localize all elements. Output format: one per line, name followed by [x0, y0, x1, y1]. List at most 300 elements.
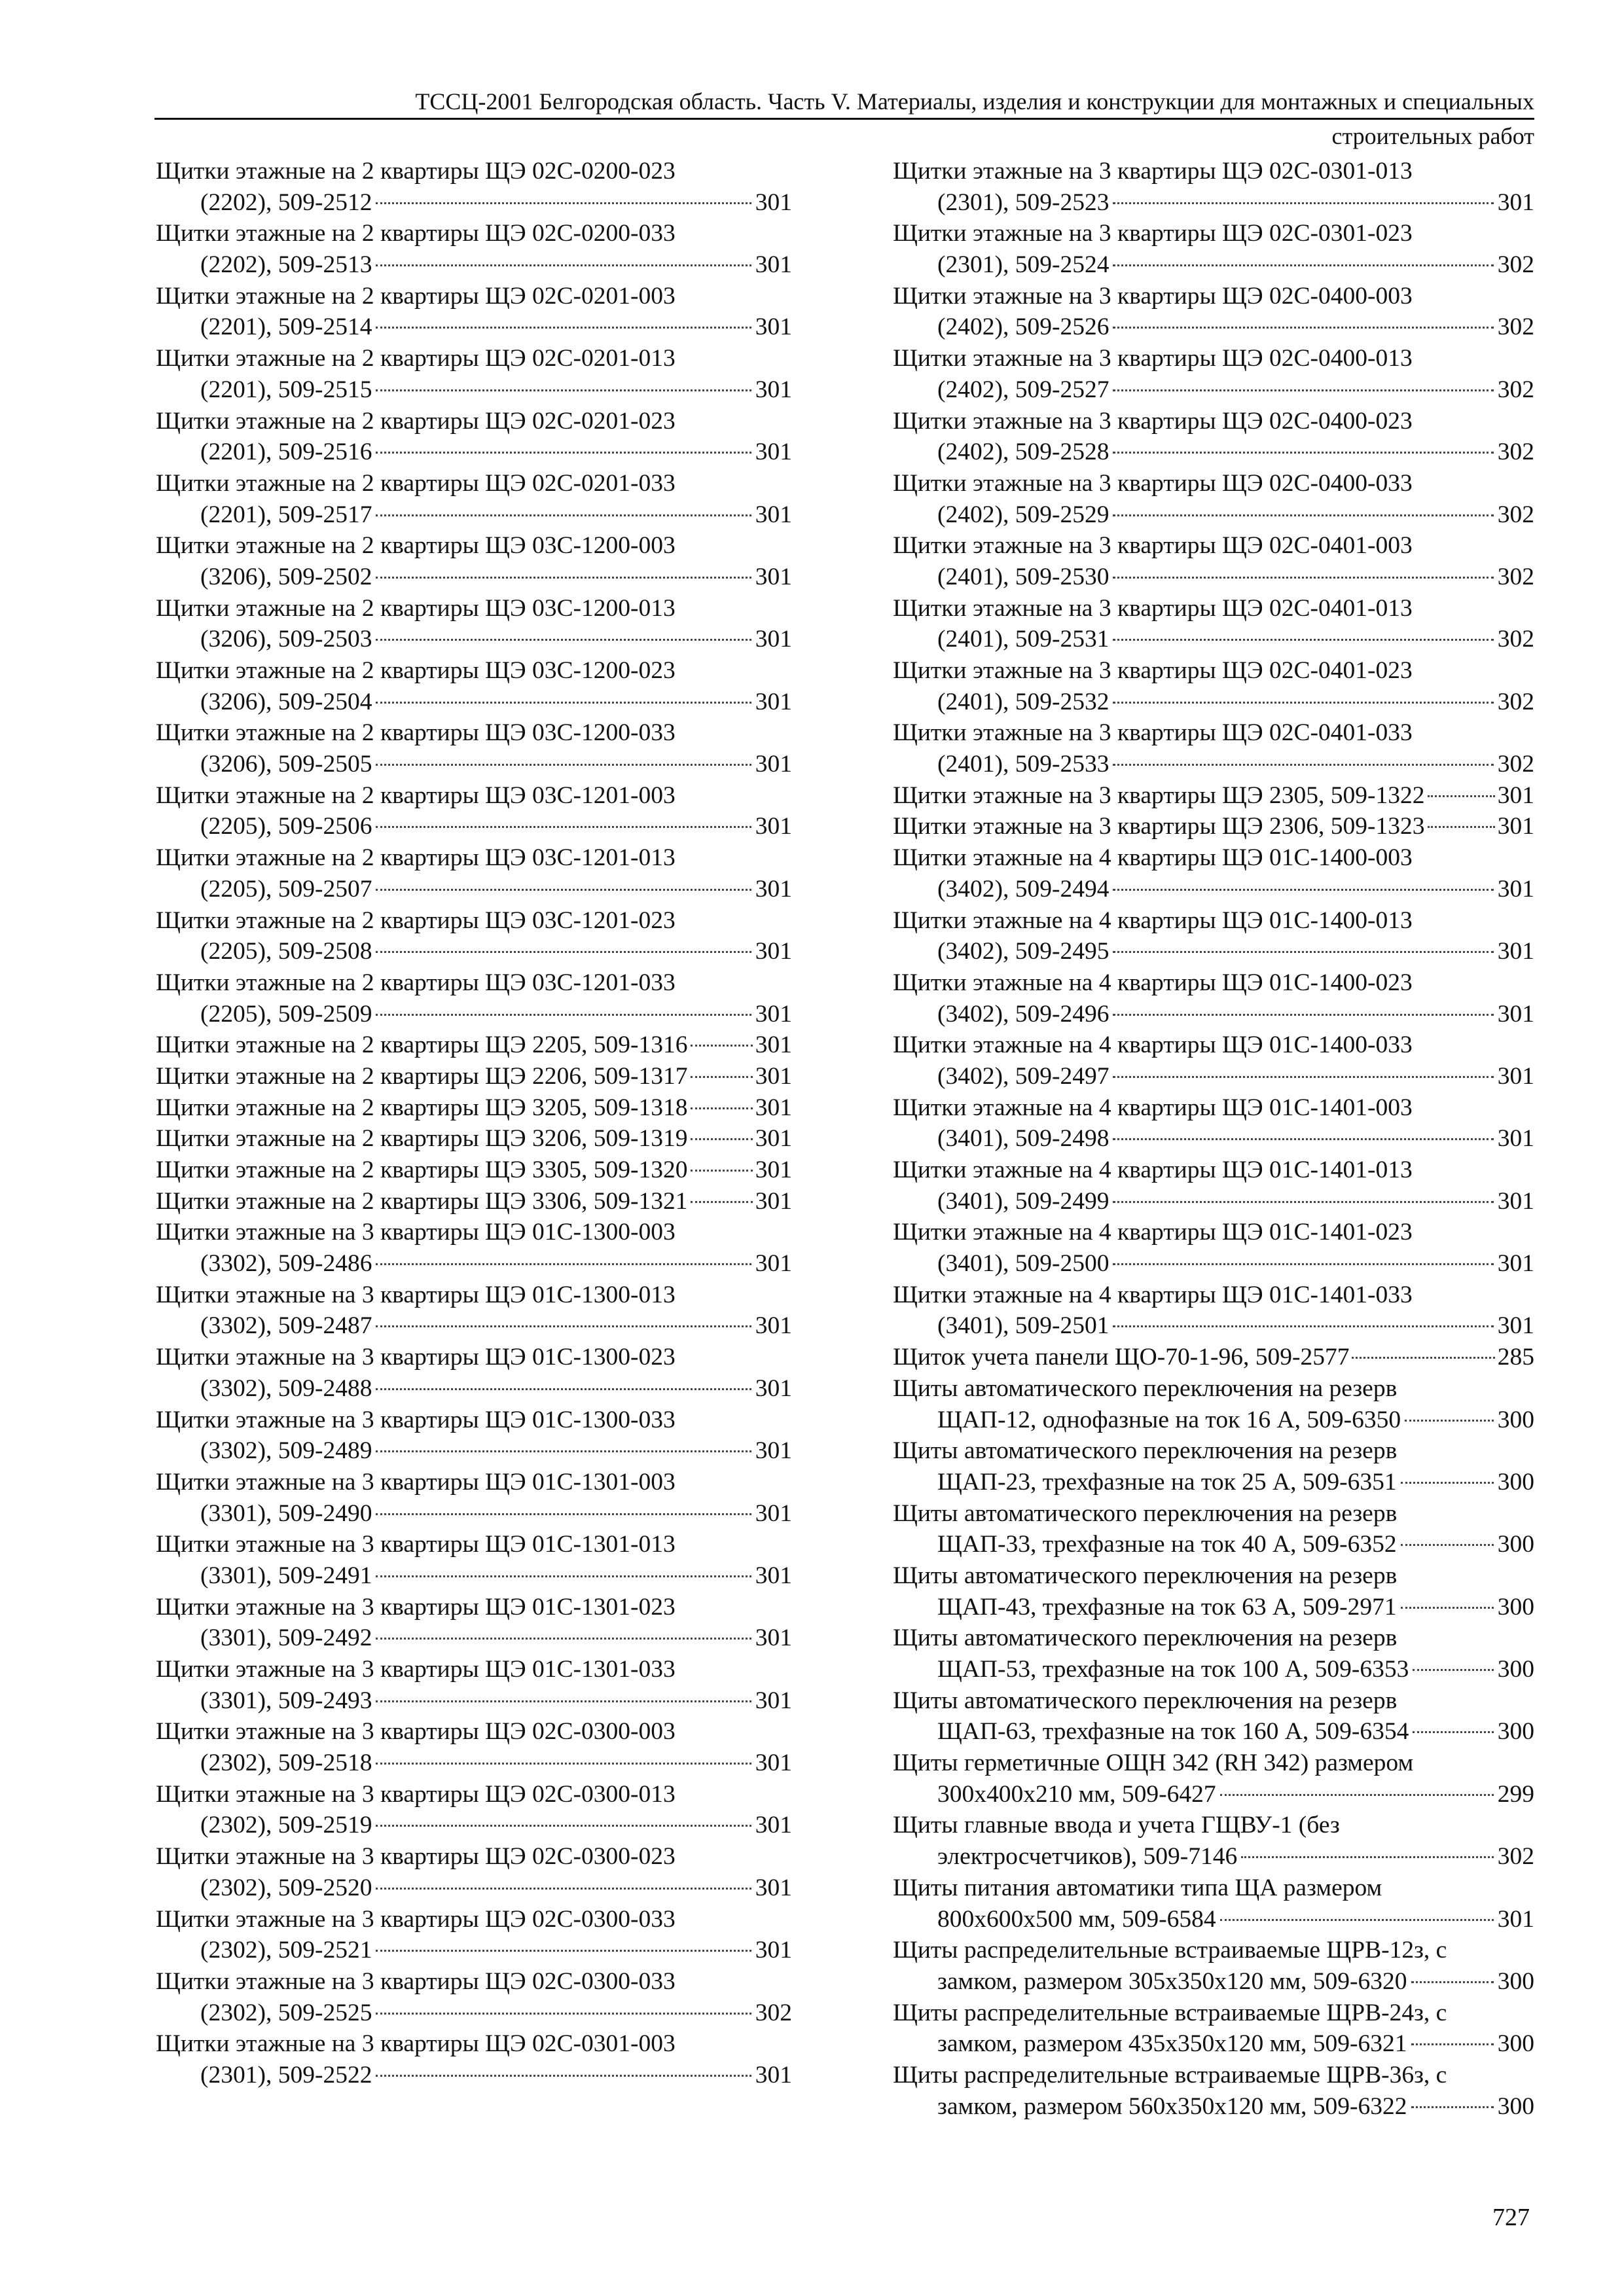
- index-entry: [156, 1654, 792, 1716]
- entry-detail: ЩАП-53, трехфазные на ток 100 А, 509-6353: [937, 1656, 1409, 1683]
- entry-title: Щиты распределительные встраиваемые ЩРВ-12з, с: [893, 1937, 1447, 1964]
- entry-detail-line: [893, 2028, 1534, 2060]
- entry-page-ref: 301: [755, 563, 792, 590]
- entry-title: Щитки этажные на 3 квартиры ЩЭ 01С-1300-013: [156, 1281, 676, 1308]
- entry-page-ref: 301: [755, 1062, 792, 1090]
- index-entry: [893, 2060, 1534, 2122]
- entry-title-line: [156, 1030, 792, 1061]
- dot-leader: [691, 1107, 753, 1109]
- entry-page-ref: 301: [755, 501, 792, 528]
- dot-leader: [1113, 1138, 1493, 1140]
- entry-detail: (3402), 509-2496: [937, 1000, 1110, 1028]
- index-entry: [893, 1685, 1534, 1748]
- entry-title: Щитки этажные на 3 квартиры ЩЭ 02С-0400-033: [893, 469, 1413, 497]
- entry-title: Щитки этажные на 3 квартиры ЩЭ 01С-1301-013: [156, 1531, 676, 1558]
- entry-detail-line: [893, 2091, 1534, 2123]
- entry-page-ref: 285: [1497, 1344, 1534, 1371]
- entry-detail-line: [156, 374, 792, 406]
- index-entry: [156, 1155, 792, 1186]
- dot-leader: [691, 1076, 753, 1078]
- entry-detail-line: [893, 312, 1534, 343]
- entry-detail: (3401), 509-2498: [937, 1125, 1110, 1153]
- entry-detail-line: [893, 249, 1534, 281]
- entry-title: Щитки этажные на 2 квартиры ЩЭ 3205, 509-1318: [156, 1094, 688, 1121]
- entry-title-line: [156, 1123, 792, 1155]
- dot-leader: [376, 1263, 751, 1265]
- index-entry: [893, 1498, 1534, 1560]
- entry-title: Щитки этажные на 3 квартиры ЩЭ 01С-1301-003: [156, 1468, 676, 1496]
- entry-detail: (2401), 509-2531: [937, 626, 1110, 653]
- entry-page-ref: 301: [755, 1000, 792, 1028]
- dot-leader: [1113, 264, 1493, 266]
- entry-title: Щитки этажные на 3 квартиры ЩЭ 02С-0300-033: [156, 1905, 676, 1933]
- dot-leader: [691, 1138, 753, 1140]
- index-entry: [156, 281, 792, 343]
- entry-page-ref: 301: [755, 439, 792, 466]
- entry-page-ref: 301: [755, 1437, 792, 1465]
- index-entry: [156, 593, 792, 655]
- entry-detail-line: [893, 562, 1534, 593]
- index-entry: [893, 1560, 1534, 1623]
- dot-leader: [376, 639, 751, 641]
- entry-title: Щиты автоматического переключения на резерв: [893, 1374, 1398, 1402]
- entry-page-ref: 300: [1497, 1967, 1534, 1995]
- entry-title: Щитки этажные на 3 квартиры ЩЭ 02С-0300-023: [156, 1843, 676, 1871]
- entry-detail: (2205), 509-2507: [200, 875, 372, 903]
- entry-detail: замком, размером 560х350х120 мм, 509-6322: [937, 2092, 1407, 2120]
- entry-detail-line: [156, 1435, 792, 1467]
- entry-page-ref: 301: [755, 1187, 792, 1215]
- entry-title: Щитки этажные на 2 квартиры ЩЭ 02С-0201-033: [156, 469, 676, 497]
- entry-title: Щитки этажные на 3 квартиры ЩЭ 02С-0300-033: [156, 1967, 676, 1995]
- entry-title: Щиты автоматического переключения на резерв: [893, 1687, 1398, 1714]
- dot-leader: [1413, 1669, 1493, 1671]
- entry-page-ref: 302: [1497, 1843, 1534, 1871]
- entry-detail: (2302), 509-2525: [200, 1999, 372, 2026]
- entry-detail: (2202), 509-2513: [200, 251, 372, 279]
- entry-page-ref: 301: [1497, 1312, 1534, 1340]
- entry-title: Щитки этажные на 3 квартиры ЩЭ 01С-1301-033: [156, 1656, 676, 1683]
- index-entry: [156, 1592, 792, 1654]
- entry-title: Щитки этажные на 2 квартиры ЩЭ 02С-0201-023: [156, 407, 676, 435]
- index-entry: [893, 1030, 1534, 1092]
- entry-title: Щитки этажные на 3 квартиры ЩЭ 02С-0301-003: [156, 2030, 676, 2058]
- index-entry: [156, 1405, 792, 1467]
- entry-page-ref: 301: [755, 2061, 792, 2089]
- dot-leader: [691, 1201, 753, 1203]
- entry-page-ref: 301: [755, 1125, 792, 1153]
- entry-detail-line: [893, 1904, 1534, 1935]
- dot-leader: [1113, 764, 1493, 766]
- index-entry: [156, 1061, 792, 1092]
- entry-detail-line: [156, 999, 792, 1030]
- index-entry: [893, 343, 1534, 405]
- dot-leader: [376, 1388, 751, 1390]
- entry-title: Щиты питания автоматики типа ЩА размером: [893, 1874, 1382, 1901]
- entry-title: Щитки этажные на 4 квартиры ЩЭ 01С-1401-023: [893, 1219, 1413, 1246]
- entry-title: Щитки этажные на 2 квартиры ЩЭ 3305, 509-1320: [156, 1157, 688, 1183]
- entry-detail: (3401), 509-2501: [937, 1312, 1110, 1340]
- index-entry: [156, 530, 792, 592]
- entry-page-ref: 301: [755, 376, 792, 403]
- entry-title: Щитки этажные на 2 квартиры ЩЭ 02С-0200-033: [156, 220, 676, 247]
- entry-detail: 800х600х500 мм, 509-6584: [937, 1905, 1216, 1933]
- dot-leader: [1411, 2043, 1494, 2045]
- entry-detail: ЩАП-33, трехфазные на ток 40 А, 509-6352: [937, 1531, 1397, 1558]
- index-entry: [893, 717, 1534, 780]
- index-entry: [156, 842, 792, 905]
- entry-detail-line: [156, 1810, 792, 1841]
- entry-title: Щитки этажные на 3 квартиры ЩЭ 02С-0401-033: [893, 719, 1413, 747]
- entry-title: Щитки этажные на 2 квартиры ЩЭ 03С-1201-003: [156, 781, 676, 809]
- entry-page-ref: 302: [1497, 751, 1534, 778]
- entry-title: Щиток учета панели ЩО-70-1-96, 509-2577: [893, 1344, 1350, 1371]
- entry-detail-line: [156, 1498, 792, 1530]
- entry-page-ref: 300: [1497, 1468, 1534, 1496]
- entry-detail-line: [156, 936, 792, 967]
- entry-detail-line: [156, 1623, 792, 1654]
- dot-leader: [1413, 1731, 1493, 1733]
- entry-page-ref: 301: [1497, 938, 1534, 965]
- entry-title: Щитки этажные на 3 квартиры ЩЭ 01С-1301-023: [156, 1593, 676, 1621]
- entry-title: Щитки этажные на 3 квартиры ЩЭ 01С-1300-023: [156, 1344, 676, 1371]
- dot-leader: [1411, 2106, 1494, 2108]
- entry-page-ref: 301: [1497, 1250, 1534, 1278]
- dot-leader: [1401, 1482, 1494, 1484]
- entry-detail-line: [893, 1061, 1534, 1092]
- entry-page-ref: 302: [1497, 626, 1534, 653]
- entry-detail: (2201), 509-2515: [200, 376, 372, 403]
- entry-title: Щитки этажные на 2 квартиры ЩЭ 03С-1200-003: [156, 532, 676, 560]
- dot-leader: [376, 2075, 751, 2077]
- entry-detail-line: [156, 1248, 792, 1280]
- entry-detail: (3402), 509-2494: [937, 875, 1110, 903]
- header-title-line1: ТССЦ-2001 Белгородская область. Часть V. Материалы, изделия и конструкции для монтажных и специальных: [154, 86, 1534, 120]
- entry-detail: (2301), 509-2523: [937, 188, 1110, 216]
- entry-page-ref: 301: [755, 1874, 792, 1901]
- entry-page-ref: 301: [755, 1031, 792, 1059]
- index-entry: [156, 905, 792, 967]
- entry-detail-line: [156, 249, 792, 281]
- entry-title: Щитки этажные на 3 квартиры ЩЭ 01С-1300-003: [156, 1219, 676, 1246]
- entry-detail: (2201), 509-2517: [200, 501, 372, 528]
- index-entry: [893, 842, 1534, 905]
- entry-page-ref: 300: [1497, 1531, 1534, 1558]
- index-entry: [893, 1935, 1534, 1997]
- index-entry: [156, 1966, 792, 2028]
- entry-detail: замком, размером 435х350х120 мм, 509-6321: [937, 2030, 1407, 2058]
- dot-leader: [1113, 1014, 1493, 1016]
- entry-title: Щиты автоматического переключения на резерв: [893, 1499, 1398, 1527]
- entry-detail-line: [893, 1592, 1534, 1623]
- entry-page-ref: 301: [755, 1624, 792, 1652]
- dot-leader: [376, 1575, 751, 1577]
- dot-leader: [1428, 795, 1495, 797]
- index-entry: [893, 1810, 1534, 1872]
- index-entry: [156, 1342, 792, 1404]
- entry-title: Щитки этажные на 3 квартиры ЩЭ 02С-0401-023: [893, 657, 1413, 684]
- index-entry: [156, 1841, 792, 1903]
- dot-leader: [691, 1045, 753, 1047]
- entry-detail: (2201), 509-2516: [200, 439, 372, 466]
- entry-detail-line: [893, 999, 1534, 1030]
- entry-detail-line: [156, 437, 792, 468]
- dot-leader: [376, 389, 751, 391]
- dot-leader: [1411, 1981, 1494, 1983]
- entry-detail: (2205), 509-2506: [200, 813, 372, 840]
- index-entry: [156, 655, 792, 717]
- entry-title: Щитки этажные на 4 квартиры ЩЭ 01С-1400-013: [893, 906, 1413, 934]
- entry-page-ref: 301: [755, 751, 792, 778]
- entry-detail: (3401), 509-2500: [937, 1250, 1110, 1278]
- entry-page-ref: 302: [1497, 501, 1534, 528]
- dot-leader: [1113, 951, 1493, 953]
- index-entry: [156, 1467, 792, 1529]
- index-entry: [893, 1373, 1534, 1435]
- entry-detail-line: [156, 562, 792, 593]
- dot-leader: [376, 327, 751, 329]
- index-entry: [893, 1623, 1534, 1685]
- index-entry: [156, 1123, 792, 1155]
- index-entry: [156, 218, 792, 280]
- index-entry: [156, 1280, 792, 1342]
- dot-leader: [376, 1763, 751, 1765]
- entry-page-ref: 300: [1497, 1593, 1534, 1621]
- index-entry: [893, 1155, 1534, 1217]
- dot-leader: [1241, 1856, 1494, 1858]
- index-entry: [893, 655, 1534, 717]
- entry-title: Щитки этажные на 4 квартиры ЩЭ 01С-1401-003: [893, 1094, 1413, 1121]
- entry-detail: ЩАП-23, трехфазные на ток 25 А, 509-6351: [937, 1468, 1397, 1496]
- entry-detail-line: [893, 1123, 1534, 1155]
- index-entry: [156, 2028, 792, 2090]
- index-entry: [156, 1904, 792, 1966]
- index-entry: [893, 905, 1534, 967]
- entry-page-ref: 301: [1497, 1187, 1534, 1215]
- index-entry: [156, 468, 792, 530]
- entry-title: Щитки этажные на 2 квартиры ЩЭ 02С-0201-013: [156, 345, 676, 372]
- index-entry: [893, 281, 1534, 343]
- entry-page-ref: 299: [1497, 1780, 1534, 1808]
- entry-title: Щитки этажные на 2 квартиры ЩЭ 03С-1200-013: [156, 594, 676, 622]
- entry-detail: (3302), 509-2486: [200, 1250, 372, 1278]
- entry-title-line: [156, 1186, 792, 1217]
- entry-detail: (2402), 509-2528: [937, 439, 1110, 466]
- entry-title: Щитки этажные на 3 квартиры ЩЭ 02С-0300-013: [156, 1780, 676, 1808]
- dot-leader: [1401, 1544, 1494, 1546]
- entry-page-ref: 301: [755, 1562, 792, 1589]
- index-entry: [893, 406, 1534, 468]
- entry-page-ref: 302: [1497, 314, 1534, 341]
- entry-detail: (2302), 509-2519: [200, 1812, 372, 1839]
- entry-page-ref: 301: [1497, 188, 1534, 216]
- index-entry: [893, 156, 1534, 218]
- entry-title: Щитки этажные на 2 квартиры ЩЭ 03С-1201-033: [156, 969, 676, 996]
- entry-title: Щитки этажные на 2 квартиры ЩЭ 2206, 509-1317: [156, 1062, 688, 1090]
- entry-detail: (3302), 509-2487: [200, 1312, 372, 1340]
- index-entry: [156, 1217, 792, 1279]
- dot-leader: [376, 1450, 751, 1452]
- entry-detail-line: [893, 437, 1534, 468]
- dot-leader: [376, 1888, 751, 1890]
- index-entry: [893, 218, 1534, 280]
- entry-page-ref: 301: [1497, 1062, 1534, 1090]
- entry-detail-line: [893, 874, 1534, 905]
- entry-detail: ЩАП-43, трехфазные на ток 63 А, 509-2971: [937, 1593, 1397, 1621]
- dot-leader: [376, 264, 751, 266]
- entry-title-line: [156, 1061, 792, 1092]
- entry-detail-line: [893, 687, 1534, 718]
- entry-title: Щитки этажные на 3 квартиры ЩЭ 02С-0400-013: [893, 345, 1413, 372]
- entry-page-ref: 301: [1497, 1905, 1534, 1933]
- entry-title: Щиты герметичные ОЩН 342 (RH 342) размером: [893, 1749, 1414, 1777]
- index-entry: [893, 780, 1534, 812]
- dot-leader: [1113, 389, 1493, 391]
- entry-detail: (2402), 509-2529: [937, 501, 1110, 528]
- entry-detail: ЩАП-63, трехфазные на ток 160 А, 509-6354: [937, 1718, 1409, 1746]
- entry-page-ref: 301: [1497, 1125, 1534, 1153]
- index-entry: [156, 1092, 792, 1124]
- index-entry: [893, 1435, 1534, 1498]
- entry-page-ref: 302: [1497, 439, 1534, 466]
- dot-leader: [1113, 889, 1493, 891]
- entry-detail: электросчетчиков), 509-7146: [937, 1843, 1238, 1871]
- index-entry: [893, 1342, 1534, 1373]
- entry-detail-line: [893, 1966, 1534, 1998]
- header-title-line2: строительных работ: [1331, 123, 1534, 149]
- dot-leader: [376, 1700, 751, 1702]
- index-entry: [156, 343, 792, 405]
- entry-detail: (3302), 509-2488: [200, 1374, 372, 1402]
- entry-page-ref: 300: [1497, 1406, 1534, 1433]
- entry-page-ref: 302: [1497, 563, 1534, 590]
- entry-title: Щиты автоматического переключения на резерв: [893, 1437, 1398, 1465]
- entry-detail-line: [893, 1841, 1534, 1873]
- entry-title-line: [893, 1342, 1534, 1373]
- entry-detail-line: [156, 1998, 792, 2029]
- dot-leader: [376, 452, 751, 454]
- entry-title-line: [893, 780, 1534, 812]
- entry-title: Щитки этажные на 3 квартиры ЩЭ 02С-0400-023: [893, 407, 1413, 435]
- entry-detail: (2302), 509-2520: [200, 1874, 372, 1901]
- dot-leader: [1113, 452, 1493, 454]
- entry-detail-line: [893, 1529, 1534, 1560]
- entry-detail-line: [893, 936, 1534, 967]
- page-number: 727: [1492, 2204, 1530, 2231]
- dot-leader: [1428, 826, 1495, 828]
- dot-leader: [376, 1014, 751, 1016]
- index-entry: [893, 1998, 1534, 2060]
- entry-detail-line: [156, 749, 792, 780]
- entry-page-ref: 301: [755, 1094, 792, 1121]
- entry-detail: ЩАП-12, однофазные на ток 16 А, 509-6350: [937, 1406, 1401, 1433]
- index-entry: [156, 1779, 792, 1841]
- entry-page-ref: 301: [755, 188, 792, 216]
- index-entry: [156, 967, 792, 1030]
- entry-page-ref: 301: [755, 1312, 792, 1340]
- entry-page-ref: 301: [1497, 813, 1534, 840]
- entry-detail-line: [156, 312, 792, 343]
- entry-detail: (2202), 509-2512: [200, 188, 372, 216]
- entry-detail-line: [156, 1310, 792, 1342]
- entry-title: Щитки этажные на 2 квартиры ЩЭ 3306, 509-1321: [156, 1187, 688, 1215]
- entry-page-ref: 300: [1497, 1718, 1534, 1746]
- entry-detail-line: [893, 1654, 1534, 1685]
- entry-title: Щитки этажные на 2 квартиры ЩЭ 03С-1200-023: [156, 657, 676, 684]
- entry-detail: (3206), 509-2504: [200, 688, 372, 715]
- dot-leader: [1113, 1263, 1493, 1265]
- entry-detail: (3302), 509-2489: [200, 1437, 372, 1465]
- entry-title: Щиты главные ввода и учета ГЩВУ-1 (без: [893, 1812, 1340, 1839]
- dot-leader: [1113, 639, 1493, 641]
- dot-leader: [1113, 1325, 1493, 1327]
- index-entry: [893, 811, 1534, 842]
- entry-detail: (2401), 509-2533: [937, 751, 1110, 778]
- entry-detail-line: [156, 1935, 792, 1966]
- entry-title-line: [156, 1155, 792, 1186]
- dot-leader: [376, 889, 751, 891]
- entry-detail-line: [156, 1748, 792, 1779]
- entry-title: Щиты распределительные встраиваемые ЩРВ-24з, с: [893, 1999, 1447, 2026]
- entry-detail: (3206), 509-2505: [200, 751, 372, 778]
- entry-page-ref: 301: [755, 1749, 792, 1777]
- entry-detail: (3402), 509-2495: [937, 938, 1110, 965]
- dot-leader: [376, 1825, 751, 1827]
- entry-page-ref: 302: [1497, 251, 1534, 279]
- entry-detail: (2205), 509-2508: [200, 938, 372, 965]
- dot-leader: [1401, 1607, 1494, 1609]
- entry-page-ref: 300: [1497, 2030, 1534, 2058]
- entry-detail: (3301), 509-2490: [200, 1499, 372, 1527]
- index-entry: [156, 717, 792, 780]
- entry-page-ref: 301: [755, 1937, 792, 1964]
- entry-detail: (2401), 509-2530: [937, 563, 1110, 590]
- dot-leader: [376, 202, 751, 204]
- index-entry: [893, 593, 1534, 655]
- entry-title: Щитки этажные на 3 квартиры ЩЭ 2305, 509-1322: [893, 781, 1425, 809]
- entry-detail: (2201), 509-2514: [200, 314, 372, 341]
- entry-title: Щиты автоматического переключения на резерв: [893, 1562, 1398, 1589]
- entry-page-ref: 301: [755, 314, 792, 341]
- running-header: [154, 86, 1534, 151]
- dot-leader: [1220, 1919, 1494, 1921]
- entry-page-ref: 301: [1497, 781, 1534, 809]
- entry-detail-line: [893, 749, 1534, 780]
- entry-page-ref: 301: [1497, 875, 1534, 903]
- dot-leader: [1220, 1794, 1494, 1796]
- entry-detail: (2302), 509-2518: [200, 1749, 372, 1777]
- entry-title: Щитки этажные на 2 квартиры ЩЭ 03С-1201-023: [156, 906, 676, 934]
- dot-leader: [376, 1950, 751, 1952]
- index-entry: [893, 1280, 1534, 1342]
- entry-detail: (2205), 509-2509: [200, 1000, 372, 1028]
- entry-detail-line: [893, 187, 1534, 219]
- entry-detail-line: [156, 1560, 792, 1592]
- dot-leader: [1405, 1420, 1494, 1422]
- entry-page-ref: 302: [1497, 688, 1534, 715]
- index-column-left: [156, 156, 792, 2091]
- entry-detail-line: [156, 624, 792, 655]
- entry-title: Щитки этажные на 4 квартиры ЩЭ 01С-1400-003: [893, 844, 1413, 872]
- entry-title: Щитки этажные на 3 квартиры ЩЭ 02С-0400-003: [893, 282, 1413, 310]
- dot-leader: [376, 2013, 751, 2015]
- entry-detail: (3206), 509-2502: [200, 563, 372, 590]
- entry-detail-line: [156, 874, 792, 905]
- index-entry: [893, 1873, 1534, 1935]
- entry-detail: (3301), 509-2492: [200, 1624, 372, 1652]
- entry-page-ref: 301: [755, 251, 792, 279]
- dot-leader: [1113, 702, 1493, 704]
